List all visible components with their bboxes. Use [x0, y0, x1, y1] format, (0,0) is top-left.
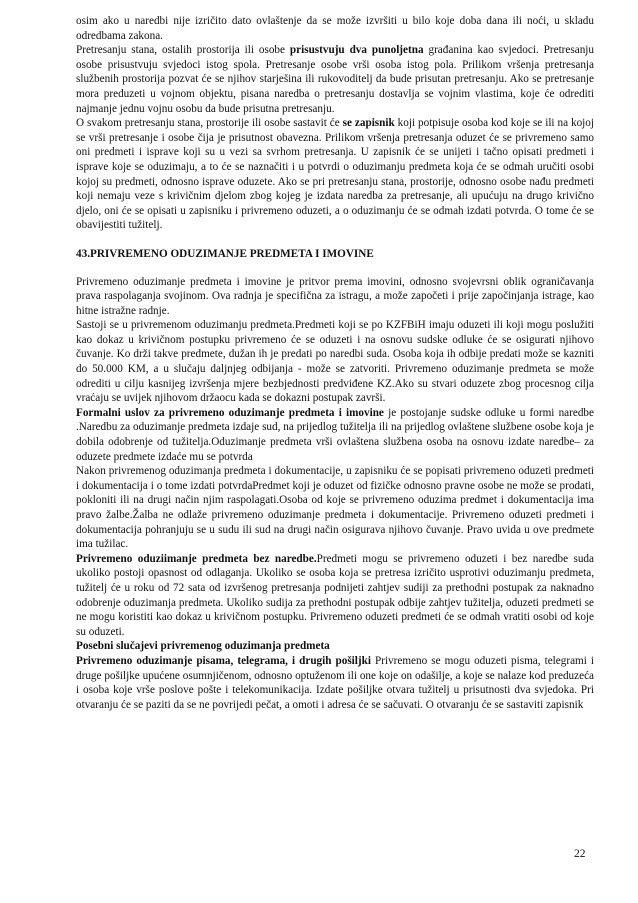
text-run: koji potpisuje osoba kod koje se ili na kojoj se vrši pretresanje i osobe čija je prisutnost obavezna. Prilikom vršenja pretresanja oduzet će se privremeno samo oni predmeti i isprave koji su u vezi sa svrhom pretresanja. U zapisnik će se unijeti i tačno opisati predmeti i isprave koje se oduzimaju, a to će se naznačiti i u potvrdi o oduzimanju predmeta koja će se odmah uručiti osobi kojoj su predmeti, odnosno isprave oduzete. Ako se pri pretresanju stana, prostorije, odnosno osobe nađu predmeti koji nemaju veze s krivičnim djelom zbog kojeg je izdata naredba za pretresanje, ali upućuju na drugo krivično djelo, oni će se opisati u zapisniku i privremeno oduzeti, a o oduzimanju će se odmah izdati potvrda. O tome će se obavijestiti tužitelj. [76, 117, 594, 232]
text-run: Nakon privremenog oduzimanja predmeta i dokumentacije, u zapisniku će se popisati privremeno oduzeti predmeti i dokumentacija i o tome izdati potvrdaPredmet koji je oduzet od fizičke odnosno pravne osobe ne može se prodati, pokloniti ili na drugi način njim raspolagati.Osoba od koje se privremeno oduzima predmet i dokumentacija ima pravo žalbe.Žalba ne odlaže privremeno oduzimanje predmeta i dokumentacije. Privremeno oduzeti predmeti i dokumentacija pohranjuju se u sudu ili sud na drugi način osigurava njihovo čuvanje. Pravo uvida u ove predmete ima tužilac. [76, 465, 594, 551]
bold-run: Posebni slučajevi privremenog oduzimanja predmeta [76, 640, 330, 653]
paragraph-7 [76, 464, 594, 552]
paragraph-9 [76, 654, 594, 712]
paragraph-6 [76, 406, 594, 464]
text-run: je postojanje sudske odluke u formi naredbe .Naredbu za oduzimanje predmeta izdaje sud, na prijedlog tužitelja ili na prijedlog ovlaštene službene osobe koja je dobila odobrenje od tužitelja.Oduzimanje predmeta vrši ovlaštena službena osoba na osnovu izdate naredbe– za oduzete predmete izdaće mu se potvrda [76, 406, 594, 463]
bold-run: Formalni uslov za privremeno oduzimanje predmeta i imovine [76, 406, 384, 419]
text-run: Privremeno oduzimanje predmeta i imovine je pritvor prema imovini, odnosno svojevrsni oblik ograničavanja prava raspolaganja svojinom. Ova radnja je specifična za istragu, a može započeti i prije započinjanja istrage, kao hitne istražne radnje. [76, 275, 594, 317]
text-run: Privremeno se mogu oduzeti pisma, telegrami i druge pošiljke upućene osumnjičenom, odnosno optuženom ili one koje on odašilje, a koje se nalaze kod preduzeća i osoba koje vrše poslove pošte i telekomunikacija. Izdate pošiljke otvara tužitelj u prisutnosti dva svjedoka. Pri otvaranju će se paziti da se ne povrijedi pečat, a omoti i adresa će se sačuvati. O otvaranju će se sastaviti zapisnik [76, 654, 594, 711]
paragraph-1 [76, 14, 594, 43]
text-run: Predmeti mogu se privremeno oduzeti i bez naredbe suda ukoliko postoji opasnost od odlaganja. Ukoliko se osoba koja se pretresa izričito usprotivi oduzimanju predmeta, tužitelj će u roku od 72 sata od izvršenog pretresanja podnijeti zahtjev sudiji za prethodni postupak za naknadno odobrenje oduzimanja predmeta. Ukoliko sudija za prethodni postupak odbije zahtjev tužitelja, oduzeti predmeti se ne mogu koristiti kao dokaz u krivičnom postupku. Privremeno oduzeti predmeti će se odmah vratiti osobi od koje su oduzeti. [76, 552, 594, 638]
text-run: Pretresanju stana, ostalih prostorija ili osobe [76, 44, 290, 57]
bold-run: Privremeno oduziimanje predmeta bez naredbe. [76, 552, 317, 565]
paragraph-3 [76, 116, 594, 233]
subheading [76, 639, 594, 654]
section-heading [76, 247, 594, 262]
text-run: građanina kao svjedoci. Pretresanju osobe prisustvuju svjedoci istog spola. Pretresanje osobe vrši osoba istog pola. Prilikom vršenja pretresanja službenih prostorija pozvat će se njihov starješina ili rukovoditelj da bude prisutan pretresanju. Ako se pretresanje mora preduzeti u vojnom objektu, pisana naredba o pretresanju dostavlja se vojnim vlastima, koje će odrediti najmanje jednu vojnu osobu da bude prisutna pretresanju. [76, 44, 594, 115]
paragraph-5 [76, 318, 594, 406]
text-run: osim ako u naredbi nije izričito dato ovlaštenje da se može izvršiti u bilo koje doba dana ili noći, u skladu odredbama zakona. [76, 15, 594, 42]
bold-run: se zapisnik [342, 117, 395, 130]
paragraph-4 [76, 275, 594, 319]
paragraph-2 [76, 43, 594, 116]
page-number: 22 [574, 848, 586, 860]
bold-run: Privremeno oduzimanje pisama, telegrama, i drugih pošiljki [76, 654, 371, 667]
bold-run: 43.PRIVREMENO ODUZIMANJE PREDMETA I IMOVINE [76, 247, 374, 260]
text-run: Sastoji se u privremenom oduzimanju predmeta.Predmeti koji se po KZFBiH imaju oduzeti ili koji mogu poslužiti kao dokaz u krivičnom postupku privremeno će se oduzeti i na osnovu sudske odluke će se osigurati njihovo čuvanje. Ko drži takve predmete, dužan ih je predati po naredbi suda. Osoba koja ih odbije predati može se kazniti do 50.000 KM, a u slučaju daljnjeg odbijanja - može se zatvoriti. Privremeno oduzimanje predmeta se može odrediti u cilju kasnijeg izvršenja mjere bezbjednosti predviđene KZ.Ako su stvari oduzete zbog procesnog cilja vraćaju se uvijek njihovom držaocu kada se dokazni postupak završi. [76, 319, 594, 405]
bold-run: prisustvuju dva punoljetna [289, 44, 424, 57]
document-body [76, 14, 594, 712]
text-run: O svakom pretresanju stana, prostorije ili osobe sastavit će [76, 117, 343, 130]
paragraph-8 [76, 552, 594, 640]
